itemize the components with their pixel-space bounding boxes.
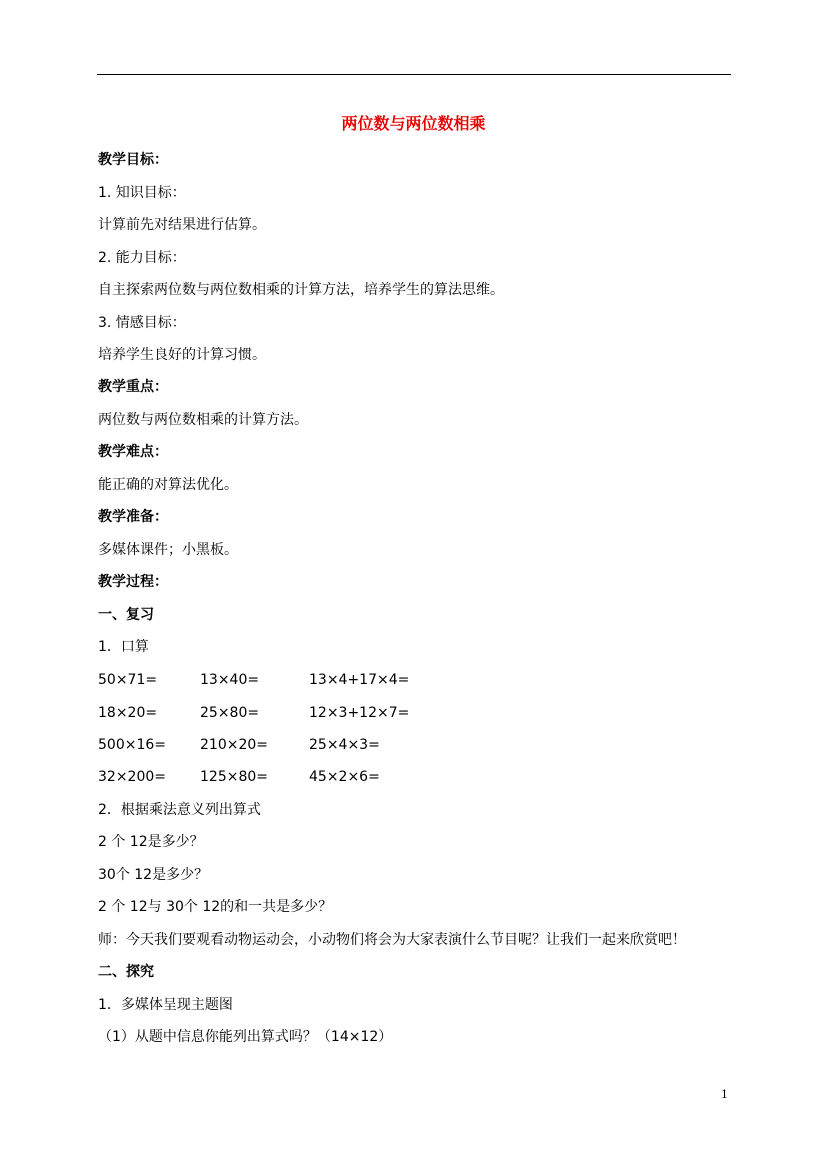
exercise-cell: 125×80=: [200, 769, 268, 785]
question-3: 2 个 12与 30个 12的和一共是多少？: [98, 899, 333, 915]
heading-key-points: 教学重点：: [98, 379, 168, 395]
objective-3-label: 3. 情感目标：: [98, 315, 186, 331]
exercise-cell: 18×20=: [98, 705, 158, 721]
exercise-cell: 25×80=: [200, 705, 260, 721]
objective-1-text: 计算前先对结果进行估算。: [98, 217, 266, 233]
exercise-cell: 25×4×3=: [309, 737, 380, 753]
difficulties-text: 能正确的对算法优化。: [98, 477, 238, 493]
heading-process: 教学过程：: [98, 574, 168, 590]
objective-3-text: 培养学生良好的计算习惯。: [98, 347, 266, 363]
exercise-cell: 45×2×6=: [309, 769, 380, 785]
teacher-intro: 师：今天我们要观看动物运动会，小动物们将会为大家表演什么节目呢？让我们一起来欣赏吧！: [98, 932, 686, 948]
section-explore: 二、探究: [98, 964, 154, 980]
question-2: 30个 12是多少？: [98, 867, 209, 883]
oral-calc-label: 1．口算: [98, 639, 149, 655]
question-4: （1）从题中信息你能列出算式吗？（14×12）: [98, 1029, 393, 1045]
question-1: 2 个 12是多少？: [98, 834, 204, 850]
section-review: 一、复习: [98, 607, 154, 623]
multimedia-label: 1．多媒体呈现主题图: [98, 997, 233, 1013]
exercise-cell: 13×40=: [200, 672, 260, 688]
exercise-cell: 210×20=: [200, 737, 268, 753]
multiplication-meaning-label: 2．根据乘法意义列出算式: [98, 802, 261, 818]
preparation-text: 多媒体课件；小黑板。: [98, 542, 238, 558]
page-title: 两位数与两位数相乘: [341, 114, 486, 133]
exercise-cell: 13×4+17×4=: [309, 672, 410, 688]
objective-1-label: 1. 知识目标：: [98, 185, 186, 201]
page-number: 1: [721, 1088, 728, 1101]
objective-2-text: 自主探索两位数与两位数相乘的计算方法，培养学生的算法思维。: [98, 282, 504, 298]
heading-objectives: 教学目标：: [98, 152, 168, 168]
exercise-cell: 50×71=: [98, 672, 158, 688]
exercise-cell: 12×3+12×7=: [309, 705, 410, 721]
objective-2-label: 2. 能力目标：: [98, 250, 186, 266]
key-points-text: 两位数与两位数相乘的计算方法。: [98, 412, 308, 428]
exercise-cell: 500×16=: [98, 737, 166, 753]
heading-preparation: 教学准备：: [98, 509, 168, 525]
heading-difficulties: 教学难点：: [98, 444, 168, 460]
exercise-cell: 32×200=: [98, 769, 166, 785]
header-rule: [97, 74, 731, 75]
